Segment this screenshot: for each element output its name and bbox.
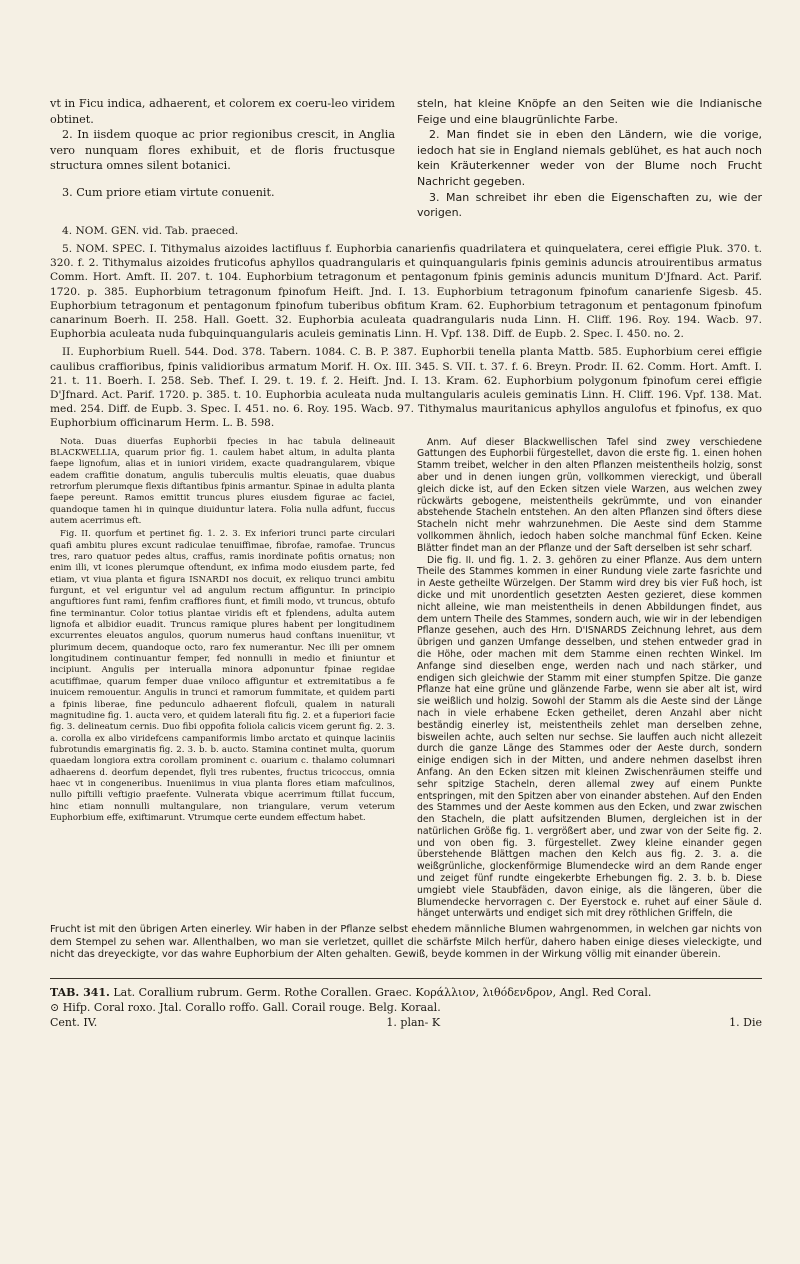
footer-line-1 [50,985,762,1000]
catchword: 1. Die [729,1016,762,1030]
latin-text: vt in Ficu indica, adhaerent, et colorem ex coeru-leo viridem obtinet. [50,97,395,126]
names-line-1: Lat. Corallium rubrum. Germ. Rothe Corallen. Graec. Κοράλλιον, λιθόδενδρον, Angl. Red Coral. [113,986,652,1000]
footer-line-3 [50,1015,762,1030]
tab-number: TAB. 341. [50,986,110,1000]
divider [50,978,762,979]
conclusion-text: Frucht ist mit den übrigen Arten einerley. Wir haben in der Pflanze selbst ehedem männliche Blumen wahrgenommen, in welchen gar nichts von dem Stempel zu sehen war. Allenthalben, wo man sie verletzet, quillet die schärfste Milch herfür, dahero haben einige dieses vieleckigte, und nicht das dreyeckigte, vor das wahre Euphorbium der Alten gehalten. Gewiß, beyde kommen in der Wirkung völlig mit einander überein. [50,924,762,961]
nomen-genericum: 4. NOM. GEN. vid. Tab. praeced. [62,224,239,237]
german-text: 3. Man schreibet ihr eben die Eigenschaften zu, wie der vorigen. [417,190,762,220]
latin-note-column [50,437,395,921]
next-entry-header [50,985,762,1030]
book-page [50,96,762,1030]
german-note-column [417,437,762,921]
names-line-2: ⊙ Hifp. Coral roxo. Jtal. Corallo roffo. Gall. Corail rouge. Belg. Koraal. [50,1001,441,1015]
nomen-specificum: 5. NOM. SPEC. I. Tithymalus aizoides lactifluus f. Euphorbia canarienfis quadrilatera et quinquelatera, cerei effigie Pluk. 370. t. 320. f. 2. Tithymalus aizoides fruticofus aphyllos quadrangularis et quinquangularis fpinis geminis aduncis atrouirentibus armatus Comm. Hort. Amft. II. 207. t. 104. Euphorbium tetragonum et pentagonum fpinis geminis aduncis munitum D'Jfnard. Act. Parif. 1720. p. 385. Euphorbium tetragonum fpinofum Heift. Jnd. I. 13. Euphorbium tetragonum fpinofum canarienfe Sigesb. 45. Euphorbium tetragonum et pentagonum fpinofum tuberibus obfitum Kram. 62. Euphorbium tetragonum et pentagonum fpinofum canarinum Boerh. II. 258. Hall. Goett. 32. Euphorbia aculeata quadrangularis nuda Linn. H. Cliff. 196. Roy. 194. Wacb. 97. Euphorbia aculeata nuda fubquinquangularis aculeis geminatis Linn. H. Vpf. 138. Diff. de Eupb. 2. Spec. I. 450. no. 2. [50,242,762,341]
german-text: 2. Man findet sie in eben den Ländern, wie die vorige, iedoch hat sie in England niemals geblühet, es hat auch noch kein Kräuterkenner weder von der Blume noch Frucht Nachricht gegeben. [417,128,762,188]
latin-text: 3. Cum priore etiam virtute conuenit. [62,185,275,199]
german-column-top [417,96,762,221]
german-text: steln, hat kleine Knöpfe an den Seiten wie die Indianische Feige und eine blaugrünlichte Farbe. [417,97,762,126]
signature-mark: 1. plan- K [386,1016,441,1030]
top-section [50,96,762,221]
synonymy-block [50,224,762,431]
synonymy-entry: II. Euphorbium Ruell. 544. Dod. 378. Tabern. 1084. C. B. P. 387. Euphorbii tenella planta Mattb. 585. Euphorbium cerei effigie caulibus craffioribus, fpinis validioribus armatum Morif. H. Ox. III. 345. S. VII. t. 37. f. 6. Breyn. Prodr. II. 62. Comm. Hort. Amft. I. 21. t. 11. Boerh. I. 258. Seb. Thef. I. 29. t. 19. f. 2. Heift. Jnd. I. 13. Kram. 62. Euphorbium polygonum fpinofum cerei effigie D'Jfnard. Act. Parif. 1720. p. 385. t. 10. Euphorbia aculeata nuda multangularis aculeis geminatis Linn. H. Cliff. 196. Vpf. 138. Mat. med. 254. Diff. de Eupb. 3. Spec. I. 451. no. 6. Roy. 195. Wacb. 97. Tithymalus mauritanicus aphyllos angulofus et fpinofus, ex quo Euphorbium officinarum Herm. L. B. 598. [50,346,762,430]
century-mark: Cent. IV. [50,1016,98,1030]
latin-note: Nota. Duas diuerfas Euphorbii fpecies in hac tabula delineauit BLACKWELLIA, quarum prior fig. 1. caulem habet altum, in adulta planta faepe lignofum, alias et in iuniori viridem, exacte quadrangularem, vbique eadem craffitie donatum, angulis tuberculis multis eleuatis, quae duabus retrorfum plerumque flexis diftantibus fpinis armantur. Spinae in adulta planta faepe pereunt. Ramos emittit truncus plures eiusdem figurae ac faciei, quandoque tamen hi in quinque diuiduntur latera. Folia nulla adfunt, fuccus autem acerrimus eft. [50,436,395,526]
latin-column-top [50,96,395,221]
german-note: Anm. Auf dieser Blackwellischen Tafel sind zwey verschiedene Gattungen des Euphorbii fürgestellet, davon die erste fig. 1. einen hohen Stamm treibet, welcher in den alten Pflanzen meistentheils holzig, sonst aber und in denen iungen grün, vollkommen viereckigt, und überall gleich dicke ist, auf den Ecken sitzen viele Warzen, aus welchen zwey rückwärts gebogene, meistentheils gekrümmte, und von einander abstehende Stacheln entstehen. An den alten Pflanzen sind öfters diese Stacheln nicht mehr wahrzunehmen. Die Aeste sind dem Stamme vollkommen ähnlich, iedoch haben solche manchmal fünf Ecken. Keine Blätter findet man an der Pflanze und der Saft derselben ist sehr scharf. [417,436,762,554]
notes-section [50,437,762,921]
latin-text: 2. In iisdem quoque ac prior regionibus crescit, in Anglia vero nunquam flores exhibuit, et de floris fructusque structura omnes silent botanici. [50,128,395,173]
latin-note: Fig. II. quorfum et pertinet fig. 1. 2. 3. Ex inferiori trunci parte circulari quafi ambitu plures excunt radiculae tenuiffimae, fibrofae, ramofae. Truncus tres, raro quatuor pedes altus, craffus, ramis inordinate pofitis ornatus; non enim illi, vt icones plerumque oftendunt, ex infima modo eiusdem parte, fed etiam, vt viua planta et figura ISNARDI nos docuit, ex reliquo trunci ambitu furgunt, et vel eriguntur vel ad angulum rectum affiguntur. In principio anguftiores funt rami, fenfim craffiores fiunt, et fimili modo, vt truncus, obtufo fine terminantur. Color totius plantae viridis eft et fplendens, adulta autem lignofa et albidior euadit. Truncus ramique plures habent per longitudinem excurrentes eleuatos angulos, quorum numerus haud conftans inueniitur, vt plurimum decem, quandoque octo, raro fex numerantur. Nec illi per omnem longitudinem continuantur femper, fed nonnulli in medio et finiuntur et incipiunt. Angulis per interualla minora adponuntur fpinae regidae acutiffimae, quarum femper duae vniloco affiguntur et extremitatibus a fe inuicem remouentur. Angulis in trunci et ramorum fummitate, et quidem parti a fpinis liberae, fine pedunculo adhaerent flofculi, qualem in naturali magnitudine fig. 1. aucta vero, et quidem laterali fitu fig. 2. et a fuperiori facie fig. 3. delineatum cernis. Duo fibi oppofita foliola calicis vicem gerunt fig. 2. 3. a. corolla ex albo viridefcens campaniformis limbo arctato et quinque laciniis fubrotundis emarginatis fig. 2. 3. b. b. aucto. Stamina continet multa, quorum quaedam longiora extra corollam prominent c. ouarium c. thalamo columnari adhaerens d. deorfum dependet, flyli tres rubentes, fructus tricoccus, omnia haec vt in congeneribus. Inueniimus in viua planta flores etiam mafculinos, nullo piftilli veftigio praefente. Vulnerata vbique acerrimum ftillat fuccum, hinc etiam nonnulli multangulare, non triangulare, verum veterum Euphorbium effe, exiftimarunt. Vtrumque certe eundem effectum habet. [50,529,395,823]
german-note: Die fig. II. und fig. 1. 2. 3. gehören zu einer Pflanze. Aus dem untern Theile des Stammes kommen in einer Rundung viele zarte fasrichte und in Aeste getheilte Würzelgen. Der Stamm wird drey bis vier Fuß hoch, ist dicke und mit unordentlich gesetzten Aesten gezieret, diese kommen nicht alleine, wie man meistentheils in denen Abbildungen findet, aus dem untern Theile des Stammes, sondern auch, wie wir in der lebendigen Pflanze gesehen, auch des Hrn. D'ISNARDS Zeichnung lehret, aus dem übrigen und ganzen Umfange desselben, und stehen entweder grad in die Höhe, oder machen mit dem Stamme einen rechten Winkel. Im Anfange sind dieselben enge, werden nach und nach stärker, und endigen sich gleichwie der Stamm mit einer stumpfen Spitze. Die ganze Pflanze hat eine grüne und glänzende Farbe, wenn sie aber alt ist, wird sie weißlich und holzig. Sowohl der Stamm als die Aeste sind der Länge nach in viele erhabene Ecken getheilet, deren Anzahl aber nicht beständig einerley ist, meistentheils zehlet man derselben zehne, bisweilen achte, auch selten nur sechse. Sie lauffen auch nicht allezeit durch die ganze Länge des Stammes oder der Aeste durch, sondern einige endigen sich in der Mitten, und andere nehmen daselbst ihren Anfang. An den Ecken sitzen mit kleinen Zwischenräumen steiffe und sehr spitzige Stacheln, deren allemal zwey auf einem Punkte entspringen, mit den Spitzen aber von einander abstehen. Auf den Enden des Stammes und der Aeste kommen aus den Ecken, und zwar zwischen den Stacheln, die platt aufsitzenden Blumen, dergleichen ist in der natürlichen Größe fig. 1. vergrößert aber, und zwar von der Seite fig. 2. und von oben fig. 3. fürgestellet. Zwey kleine einander gegen überstehende Blättgen machen den Kelch aus fig. 2. 3. a. die weißgrünliche, glockenförmige Blumendecke wird an dem Rande enger und zeiget fünf rundte eingekerbte Erhebungen fig. 2. 3. b. b. Diese umgiebt viele Staubfäden, davon einige, als die längeren, über die Blumendecke hervorragen c. Der Eyerstock e. ruhet auf einer Säule d. hänget unterwärts und endiget sich mit drey röthlichen Griffeln, die [417,554,762,920]
